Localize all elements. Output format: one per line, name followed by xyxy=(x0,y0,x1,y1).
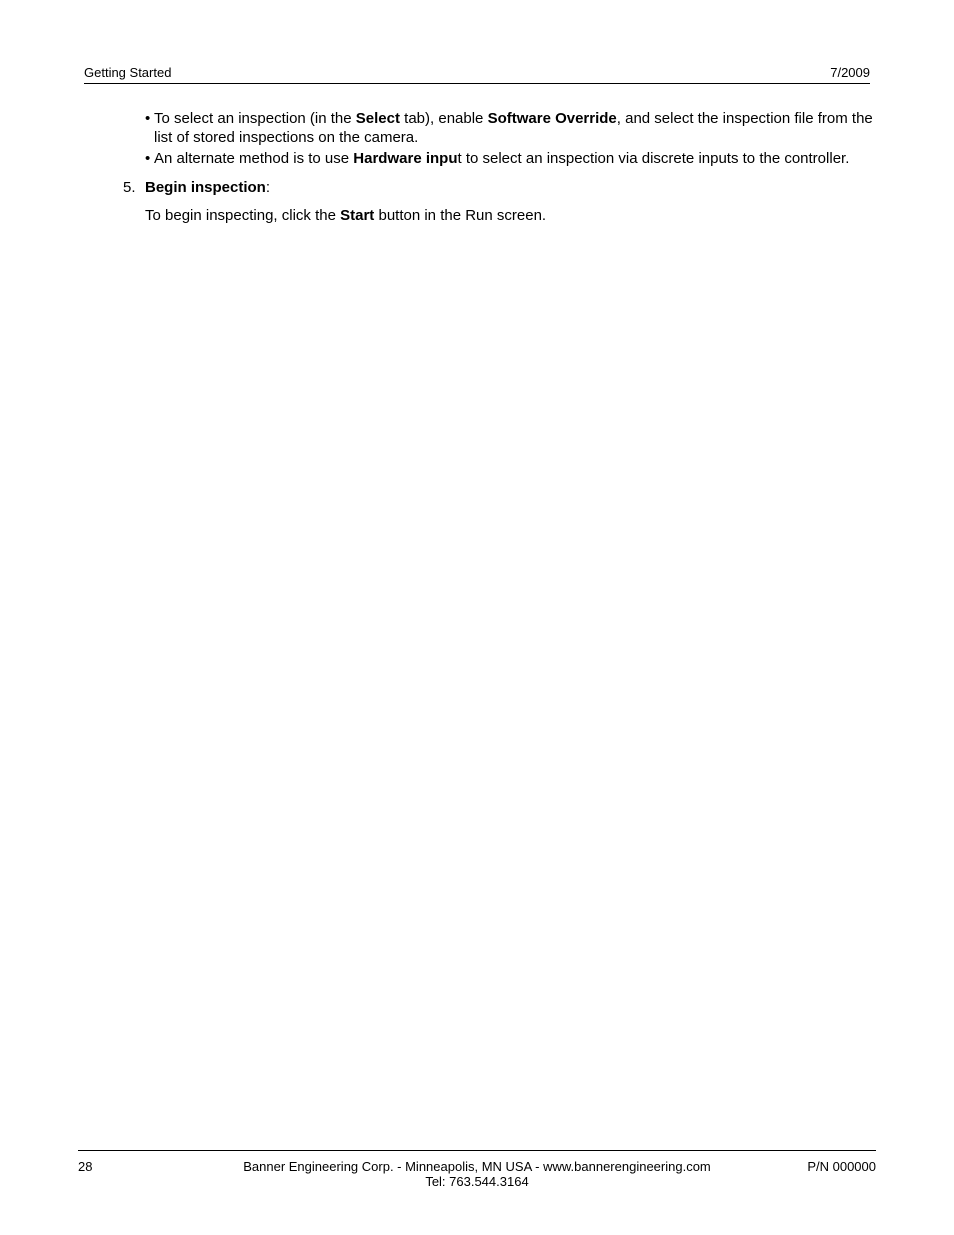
bullet-item-select-inspection xyxy=(145,109,874,147)
step-title: Begin inspection xyxy=(145,179,266,196)
bullet-text: To select an inspection (in the xyxy=(154,110,356,127)
bullet-item-hardware-input xyxy=(145,149,874,168)
bullet-bold-text: Select xyxy=(355,110,400,127)
bullet-text: t to select an inspection via discrete inputs to the controller. xyxy=(457,150,850,167)
footer-company-info xyxy=(78,1159,876,1189)
step-number: 5. xyxy=(123,179,136,196)
footer-company-line: Banner Engineering Corp. - Minneapolis, MN USA - www.bannerengineering.com xyxy=(243,1159,711,1174)
footer-tel-line: Tel: 763.544.3164 xyxy=(425,1174,529,1189)
bullet-text: An alternate method is to use xyxy=(154,150,354,167)
bullet-marker: • xyxy=(145,150,151,167)
bullet-marker: • xyxy=(145,110,151,127)
page-content xyxy=(84,109,874,225)
header-date: 7/2009 xyxy=(830,65,870,80)
bullet-bold-text: Software Override xyxy=(487,110,617,127)
step-heading xyxy=(123,178,874,197)
footer-part-number: P/N 000000 xyxy=(807,1159,876,1174)
step-body-text: To begin inspecting, click the xyxy=(145,207,341,224)
step-body-bold-text: Start xyxy=(340,207,375,224)
page-footer xyxy=(78,1150,876,1189)
bullet-text: , and select the inspection file from the list of stored inspections on the camera. xyxy=(154,110,873,146)
header-section-title: Getting Started xyxy=(84,65,172,80)
footer-page-number: 28 xyxy=(78,1159,93,1174)
bullet-text: tab), enable xyxy=(400,110,488,127)
page-header xyxy=(84,63,870,84)
bullet-bold-text: Hardware inpu xyxy=(353,150,458,167)
step-title-colon: : xyxy=(265,179,271,196)
step-body xyxy=(145,206,874,225)
step-body-text: button in the Run screen. xyxy=(374,207,547,224)
